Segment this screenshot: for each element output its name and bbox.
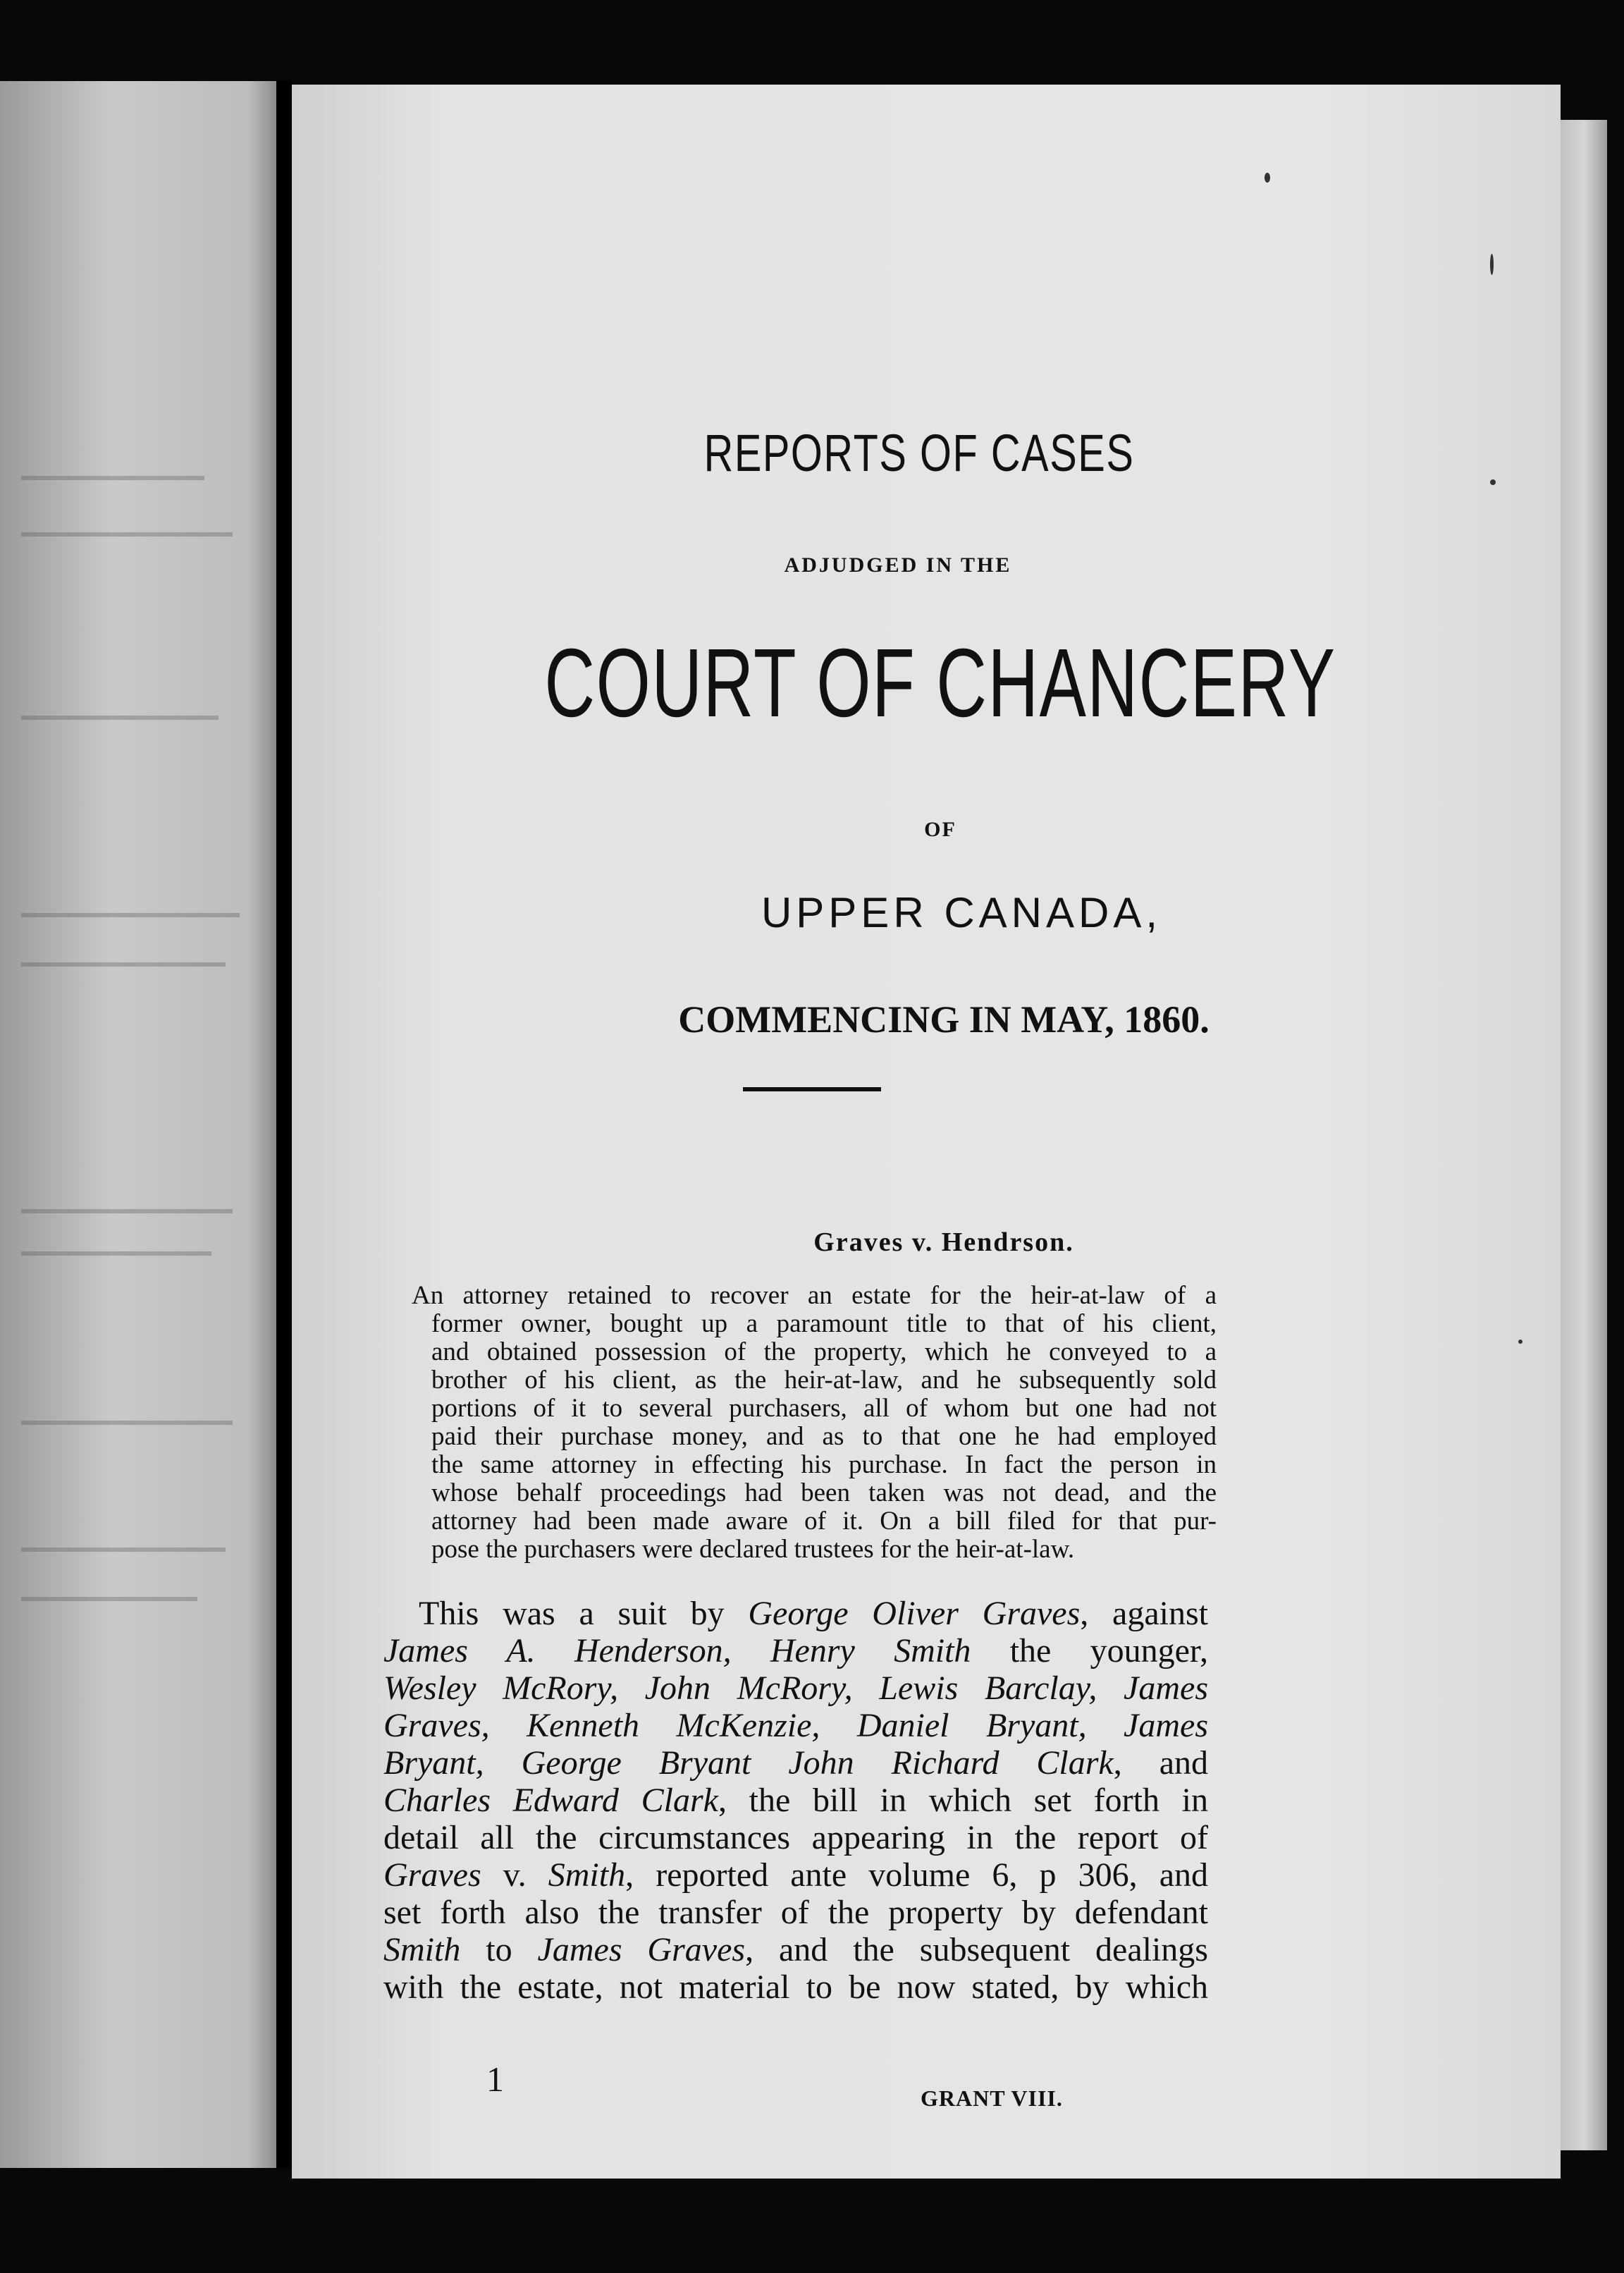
title-page <box>292 85 1561 2179</box>
headnote <box>412 1282 1217 1564</box>
court-title: COURT OF CHANCERY <box>544 629 1336 737</box>
scan-speck <box>1265 173 1270 183</box>
body-line: with the estate, not material to be now stated, by which <box>383 1968 1208 2006</box>
case-body <box>383 1595 1208 2006</box>
headnote-line: former owner, bought up a paramount title to that of his client, <box>431 1309 1217 1338</box>
headnote-line: the same attorney in effecting his purchase. In fact the person in <box>431 1450 1217 1479</box>
series-title: REPORTS OF CASES <box>703 424 1135 482</box>
body-line: James A. Henderson, Henry Smith the younger, <box>383 1632 1208 1669</box>
scan-speck <box>1490 479 1496 485</box>
headnote-line: brother of his client, as the heir-at-law, and he subsequently sold <box>431 1366 1217 1395</box>
body-line: Wesley McRory, John McRory, Lewis Barclay, James <box>383 1669 1208 1707</box>
title-rule <box>743 1087 881 1091</box>
body-line: set forth also the transfer of the property by defendant <box>383 1894 1208 1931</box>
body-line: Graves v. Smith, reported ante volume 6, p 306, and <box>383 1856 1208 1894</box>
body-line: This was a suit by George Oliver Graves, against <box>419 1595 1209 1632</box>
facing-page-bleedthrough <box>0 81 276 2168</box>
scan-speck <box>1490 254 1494 275</box>
signature-mark: GRANT VIII. <box>921 2085 1063 2111</box>
body-line: detail all the circumstances appearing in the report of <box>383 1819 1208 1856</box>
body-line: Bryant, George Bryant John Richard Clark, and <box>383 1744 1208 1782</box>
headnote-line: attorney had been made aware of it. On a bill filed for that pur- <box>431 1507 1217 1536</box>
province-title: UPPER CANADA, <box>761 889 1162 936</box>
headnote-line: paid their purchase money, and as to that one he had employed <box>431 1422 1217 1451</box>
subtitle-of: OF <box>924 818 956 841</box>
body-line: Smith to James Graves, and the subsequent dealings <box>383 1931 1208 1968</box>
body-line: Charles Edward Clark, the bill in which set forth in <box>383 1782 1209 1819</box>
page-number: 1 <box>486 2059 504 2099</box>
headnote-line: pose the purchasers were declared trustees for the heir-at-law. <box>431 1535 1075 1564</box>
headnote-line: portions of it to several purchasers, all of whom but one had not <box>431 1394 1217 1423</box>
book-gutter <box>276 81 292 2168</box>
headnote-line: whose behalf proceedings had been taken was not dead, and the <box>431 1478 1217 1507</box>
commencing-date: COMMENCING IN MAY, 1860. <box>678 998 1210 1041</box>
headnote-line: An attorney retained to recover an estate for the heir-at-law of a <box>412 1281 1217 1310</box>
scan-speck <box>1518 1340 1522 1344</box>
case-title: Graves v. Hendrson. <box>813 1227 1074 1257</box>
subtitle-adjudged: ADJUDGED IN THE <box>784 553 1012 577</box>
headnote-line: and obtained possession of the property, which he conveyed to a <box>431 1337 1217 1366</box>
body-line: Graves, Kenneth McKenzie, Daniel Bryant, James <box>383 1707 1208 1744</box>
